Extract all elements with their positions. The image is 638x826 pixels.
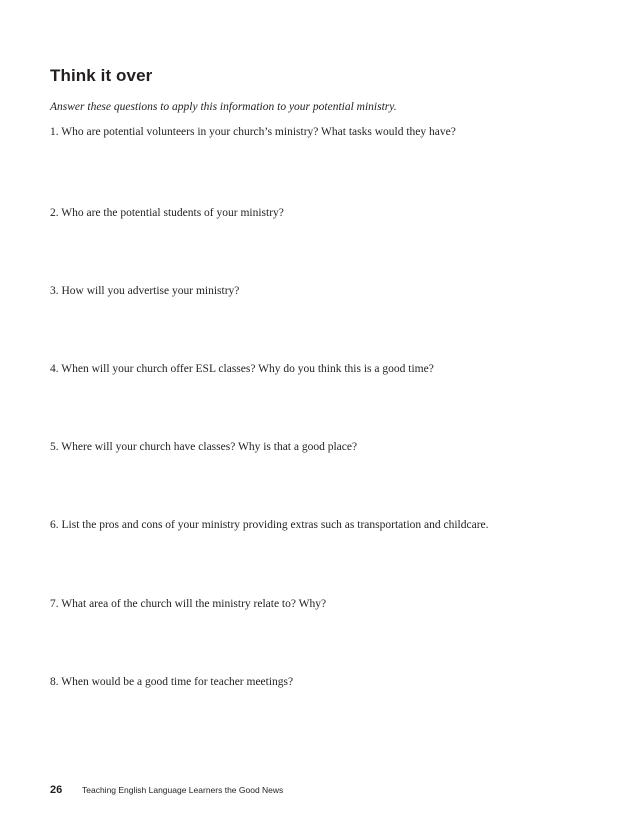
question-6: 6. List the pros and cons of your ministry providing extras such as transportation and childcare.	[50, 519, 489, 531]
page-number: 26	[50, 784, 63, 796]
question-5: 5. Where will your church have classes? Why is that a good place?	[50, 441, 358, 453]
question-7: 7. What area of the church will the ministry relate to? Why?	[50, 598, 327, 610]
section-heading: Think it over	[50, 66, 153, 85]
section-instructions: Answer these questions to apply this information to your potential ministry.	[50, 101, 397, 113]
question-4: 4. When will your church offer ESL classes? Why do you think this is a good time?	[50, 363, 434, 375]
page-footer	[50, 784, 283, 796]
question-1: 1. Who are potential volunteers in your church’s ministry? What tasks would they have?	[50, 126, 456, 138]
question-2: 2. Who are the potential students of your ministry?	[50, 207, 284, 219]
question-3: 3. How will you advertise your ministry?	[50, 285, 240, 297]
book-title: Teaching English Language Learners the Good News	[82, 785, 284, 795]
question-8: 8. When would be a good time for teacher meetings?	[50, 676, 294, 688]
